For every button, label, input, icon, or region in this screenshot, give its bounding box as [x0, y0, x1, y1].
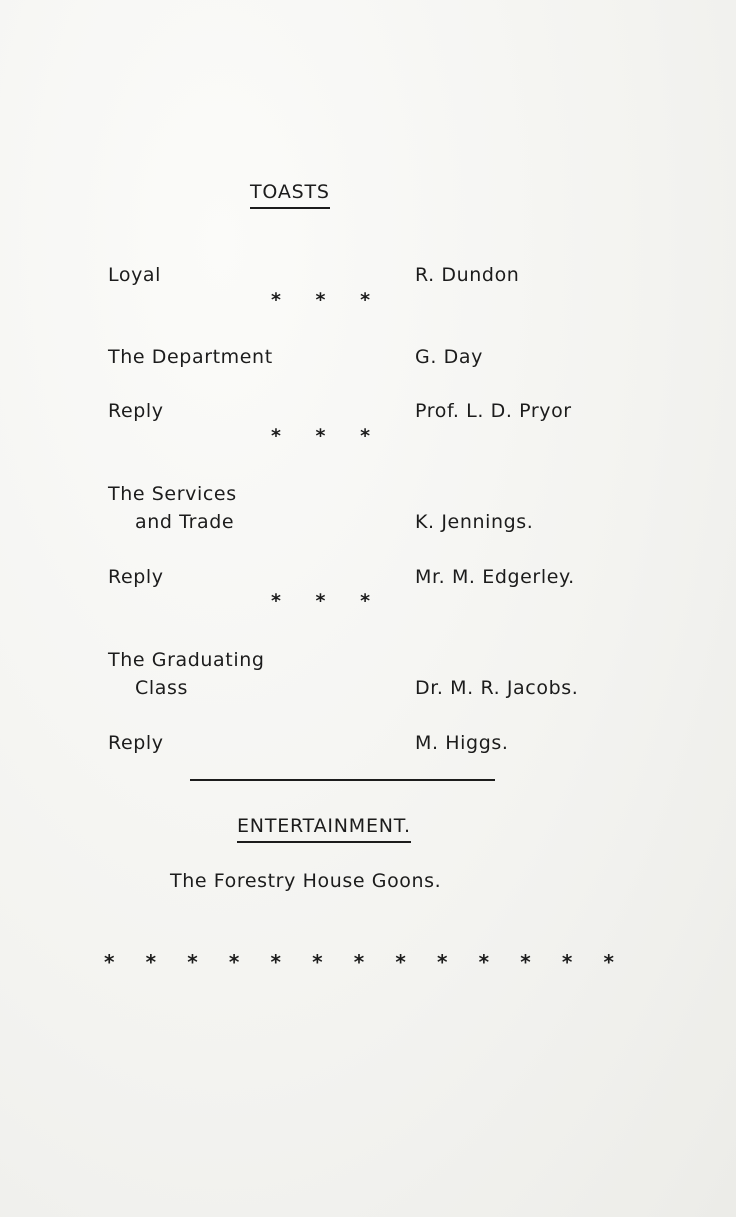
toast-graduating-line2: Class: [135, 677, 188, 699]
toast-graduating-speaker: Dr. M. R. Jacobs.: [415, 677, 579, 699]
closing-stars: [104, 950, 614, 974]
reply-1-speaker: Prof. L. D. Pryor: [415, 400, 572, 422]
toast-graduating-line1: The Graduating: [108, 649, 265, 671]
toast-services-line1: The Services: [108, 483, 237, 505]
closing-star: *: [312, 950, 323, 974]
show-through-text: [20, 300, 42, 368]
separator-stars-1: * * *: [271, 289, 385, 311]
toast-loyal-speaker: R. Dundon: [415, 264, 520, 286]
entertainment-item: The Forestry House Goons.: [170, 870, 442, 892]
closing-star: *: [353, 950, 365, 974]
closing-star: *: [228, 950, 240, 974]
closing-star: *: [437, 950, 448, 974]
closing-star: *: [603, 950, 614, 974]
separator-stars-2: * * *: [271, 425, 385, 447]
section-divider: [190, 779, 495, 781]
toast-department-speaker: G. Day: [415, 346, 483, 368]
reply-2-speaker: Mr. M. Edgerley.: [415, 566, 575, 588]
reply-2-label: Reply: [108, 566, 164, 588]
closing-star: *: [187, 950, 198, 974]
toasts-heading: TOASTS: [250, 183, 330, 209]
reply-3-speaker: M. Higgs.: [415, 732, 509, 754]
closing-star: *: [395, 950, 406, 974]
closing-star: *: [270, 950, 281, 974]
closing-star: *: [520, 950, 531, 974]
toast-loyal-label: Loyal: [108, 264, 162, 286]
closing-star: *: [561, 950, 573, 974]
reply-1-label: Reply: [108, 400, 164, 422]
toast-department-label: The Department: [108, 346, 273, 368]
toast-services-speaker: K. Jennings.: [415, 511, 534, 533]
toast-services-line2: and Trade: [135, 511, 235, 533]
reply-3-label: Reply: [108, 732, 164, 754]
closing-star: *: [478, 950, 490, 974]
closing-star: *: [145, 950, 157, 974]
separator-stars-3: * * *: [271, 590, 385, 612]
closing-star: *: [104, 950, 115, 974]
entertainment-heading: ENTERTAINMENT.: [237, 817, 411, 843]
